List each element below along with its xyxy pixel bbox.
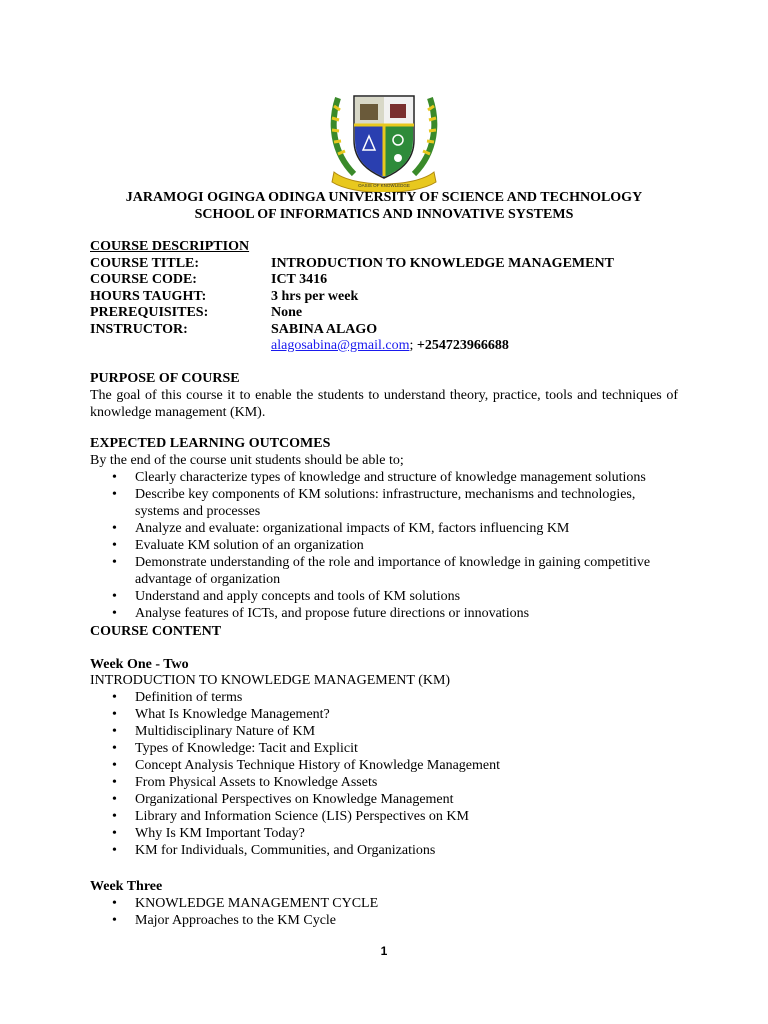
university-crest-logo (324, 92, 444, 192)
list-item: • Major Approaches to the KM Cycle (112, 913, 337, 928)
list-item: • Understand and apply concepts and tools of KM solutions (112, 589, 461, 604)
course-content-heading: COURSE CONTENT (90, 624, 222, 639)
crest-motto: OASIS OF KNOWLEDGE (358, 183, 410, 188)
prerequisites-value: None (271, 305, 303, 320)
week-one-two-subtitle: INTRODUCTION TO KNOWLEDGE MANAGEMENT (KM) (90, 673, 451, 688)
school-name: SCHOOL OF INFORMATICS AND INNOVATIVE SYSTEMS (194, 207, 574, 222)
list-item: • Definition of terms (112, 690, 243, 705)
list-item: • Analyse features of ICTs, and propose future directions or innovations (112, 606, 530, 621)
instructor-email-link[interactable]: alagosabina@gmail.com (271, 338, 410, 353)
list-item: • Clearly characterize types of knowledge and structure of knowledge management solutions (112, 470, 646, 485)
outcomes-heading: EXPECTED LEARNING OUTCOMES (90, 436, 331, 451)
list-item: • KM for Individuals, Communities, and Organizations (112, 843, 436, 858)
prerequisites-label: PREREQUISITES: (90, 305, 209, 320)
purpose-heading: PURPOSE OF COURSE (90, 371, 240, 386)
page-number: 1 (380, 944, 388, 958)
hours-taught-value: 3 hrs per week (271, 289, 359, 304)
list-item: • Describe key components of KM solutions: infrastructure, mechanisms and technologies, systems and processes (112, 487, 636, 519)
list-item: • Library and Information Science (LIS) Perspectives on KM (112, 809, 469, 824)
outcomes-intro: By the end of the course unit students should be able to; (90, 453, 404, 468)
purpose-text: The goal of this course it to enable the students to understand theory, practice, tools and techniques of knowledge management (KM). (90, 388, 678, 420)
instructor-phone: +254723966688 (416, 338, 509, 353)
list-item: • Multidisciplinary Nature of KM (112, 724, 316, 739)
course-title-value: INTRODUCTION TO KNOWLEDGE MANAGEMENT (271, 256, 614, 271)
course-code-label: COURSE CODE: (90, 272, 197, 287)
instructor-contact (271, 337, 509, 354)
list-item: • Evaluate KM solution of an organization (112, 538, 364, 553)
list-item: • KNOWLEDGE MANAGEMENT CYCLE (112, 896, 379, 911)
week-one-two-list (0, 689, 768, 859)
instructor-label: INSTRUCTOR: (90, 322, 188, 337)
outcomes-list (0, 469, 768, 622)
list-item: • Types of Knowledge: Tacit and Explicit (112, 741, 358, 756)
contact-separator: ; (409, 338, 414, 353)
list-item: • From Physical Assets to Knowledge Assets (112, 775, 378, 790)
week-three-heading: Week Three (90, 879, 163, 894)
week-one-two-heading: Week One - Two (90, 657, 189, 672)
course-code-value: ICT 3416 (271, 272, 328, 287)
list-item: • Analyze and evaluate: organizational impacts of KM, factors influencing KM (112, 521, 570, 536)
week-three-list (0, 895, 768, 929)
list-item: • Why Is KM Important Today? (112, 826, 305, 841)
instructor-value: SABINA ALAGO (271, 322, 378, 337)
list-item: • Demonstrate understanding of the role and importance of knowledge in gaining competitive advantage of organization (112, 555, 651, 587)
list-item: • What Is Knowledge Management? (112, 707, 330, 722)
course-title-label: COURSE TITLE: (90, 256, 200, 271)
hours-taught-label: HOURS TAUGHT: (90, 289, 207, 304)
list-item: • Concept Analysis Technique History of Knowledge Management (112, 758, 501, 773)
course-description-heading: COURSE DESCRIPTION (90, 239, 250, 254)
university-name: JARAMOGI OGINGA ODINGA UNIVERSITY OF SCIENCE AND TECHNOLOGY (125, 190, 643, 205)
list-item: • Organizational Perspectives on Knowledge Management (112, 792, 454, 807)
